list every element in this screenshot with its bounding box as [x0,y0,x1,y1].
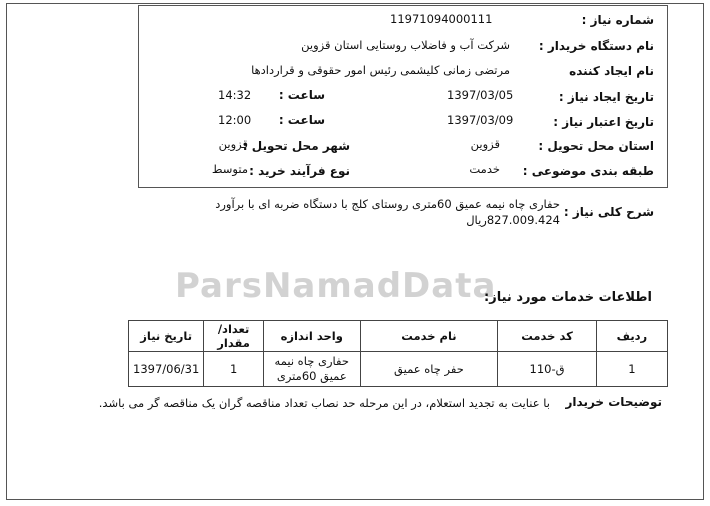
summary-line-1: حفاری چاه نیمه عمیق 60متری روستای کلج با دستگاه ضربه ای با برآورد [215,197,560,211]
summary-label: شرح کلی نیاز : [563,205,654,219]
created-time-value: 14:32 [218,88,252,102]
cell-unit: حفاری چاه نیمه عمیق 60متری [263,352,360,387]
need-number-label: شماره نیاز : [581,13,654,27]
table-row [129,352,668,387]
header-service-name: نام خدمت [360,321,498,352]
city-value: قزوین [218,137,248,151]
watermark-text: ParsNamadData [175,266,497,306]
services-title: اطلاعات خدمات مورد نیاز: [484,290,652,305]
buyer-notes-label: توضیحات خریدار [565,395,662,409]
validity-date-label: تاریخ اعتبار نیاز : [553,115,654,129]
validity-time-value: 12:00 [218,113,252,127]
city-label: شهر محل تحویل : [242,139,350,153]
process-label: نوع فرآیند خرید : [249,164,350,178]
cell-service-name: حفر چاه عمیق [360,352,498,387]
buyer-label: نام دستگاه خریدار : [538,39,654,53]
buyer-value: شرکت آب و فاضلاب روستایی استان قزوین [301,38,510,52]
created-date-label: تاریخ ایجاد نیاز : [558,90,654,104]
cell-row-number: 1 [596,352,667,387]
table-header-row [129,321,668,352]
header-quantity: تعداد/ مقدار [204,321,264,352]
validity-date-value: 1397/03/09 [447,113,514,127]
category-label: طبقه بندی موضوعی : [522,164,654,178]
cell-quantity: 1 [204,352,264,387]
validity-time-label: ساعت : [278,113,325,127]
buyer-notes-text: با عنایت به تجدید استعلام، در این مرحله حد نصاب تعداد مناقصه گران یک مناقصه گر می باشد. [98,396,550,410]
province-value: قزوین [470,137,500,151]
header-unit: واحد اندازه [263,321,360,352]
need-number-value: 11971094000111 [390,12,493,26]
creator-label: نام ایجاد کننده [569,64,654,78]
province-label: استان محل تحویل : [538,139,654,153]
cell-need-date: 1397/06/31 [129,352,204,387]
header-row-number: ردیف [596,321,667,352]
category-value: خدمت [469,162,500,176]
created-date-value: 1397/03/05 [447,88,514,102]
creator-value: مرتضی زمانی کلیشمی رئیس امور حقوقی و قراردادها [251,63,510,77]
summary-text [140,196,560,228]
created-time-label: ساعت : [278,88,325,102]
services-table [128,320,668,387]
header-need-date: تاریخ نیاز [129,321,204,352]
process-value: متوسط [211,162,248,176]
header-service-code: کد خدمت [498,321,597,352]
cell-service-code: ق-110 [498,352,597,387]
summary-line-2: 827.009.424ریال [466,213,560,227]
